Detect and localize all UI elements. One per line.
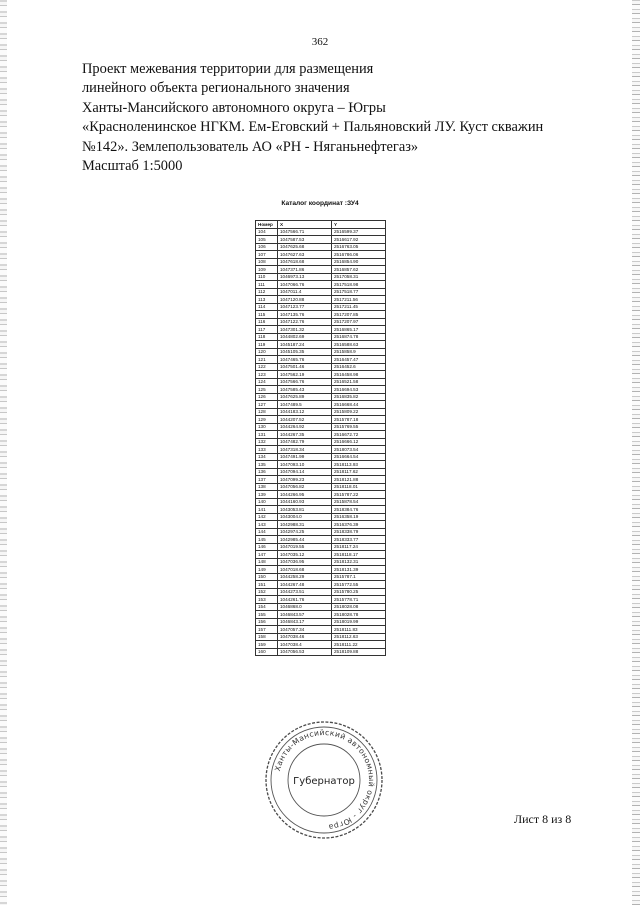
heading-line: Ханты-Мансийского автономного округа – Югры — [82, 99, 386, 116]
page-number: 362 — [311, 36, 329, 48]
cell-number: 151 — [256, 581, 278, 589]
cell-x: 1047135.76 — [278, 311, 332, 319]
cell-y: 2516763.05 — [332, 243, 386, 251]
cell-y: 2516664.54 — [332, 453, 386, 461]
table-row — [256, 393, 386, 401]
cell-number: 154 — [256, 603, 278, 611]
table-row — [256, 356, 386, 364]
scan-edge-right — [632, 0, 640, 905]
cell-x: 1047018.68 — [278, 566, 332, 574]
cell-x: 1044267.35 — [278, 431, 332, 439]
cell-y: 2515787.1 — [332, 573, 386, 581]
cell-y: 2518117.24 — [332, 543, 386, 551]
cell-number: 158 — [256, 633, 278, 641]
cell-y: 2518019.99 — [332, 618, 386, 626]
table-row — [256, 228, 386, 236]
table-row — [256, 618, 386, 626]
table-row — [256, 483, 386, 491]
cell-x: 1047625.89 — [278, 393, 332, 401]
cell-y: 2518109.88 — [332, 648, 386, 656]
cell-y: 2518073.54 — [332, 446, 386, 454]
table-row — [256, 243, 386, 251]
table-row — [256, 581, 386, 589]
cell-x: 1047566.71 — [278, 228, 332, 236]
table-row — [256, 566, 386, 574]
cell-x: 1042988.31 — [278, 521, 332, 529]
cell-x: 1044266.95 — [278, 491, 332, 499]
cell-number: 138 — [256, 483, 278, 491]
cell-number: 132 — [256, 438, 278, 446]
cell-number: 152 — [256, 588, 278, 596]
cell-number: 127 — [256, 401, 278, 409]
cell-y: 2518384.76 — [332, 506, 386, 514]
table-row — [256, 521, 386, 529]
cell-x: 1046868.0 — [278, 603, 332, 611]
cell-number: 136 — [256, 468, 278, 476]
cell-x: 1047566.76 — [278, 378, 332, 386]
table-row — [256, 528, 386, 536]
table-row — [256, 596, 386, 604]
cell-y: 2518028.78 — [332, 611, 386, 619]
cell-number: 111 — [256, 281, 278, 289]
cell-x: 1047489.5 — [278, 401, 332, 409]
cell-y: 2515769.55 — [332, 423, 386, 431]
seal-center-text: Губернатор — [293, 776, 355, 787]
cell-y: 2518338.79 — [332, 528, 386, 536]
cell-y: 2515778.71 — [332, 596, 386, 604]
cell-number: 134 — [256, 453, 278, 461]
governor-seal — [262, 718, 386, 842]
table-row — [256, 273, 386, 281]
cell-y: 2516458.98 — [332, 371, 386, 379]
table-row — [256, 543, 386, 551]
table-row — [256, 491, 386, 499]
cell-y: 2515772.55 — [332, 581, 386, 589]
cell-x: 1047122.76 — [278, 318, 332, 326]
table-row — [256, 513, 386, 521]
cell-y: 2515780.25 — [332, 588, 386, 596]
table-row — [256, 588, 386, 596]
cell-number: 123 — [256, 371, 278, 379]
cell-number: 156 — [256, 618, 278, 626]
cell-y: 2516457.47 — [332, 356, 386, 364]
column-header-x: X — [278, 221, 332, 229]
cell-x: 1047036.95 — [278, 558, 332, 566]
cell-x: 1044802.69 — [278, 333, 332, 341]
table-row — [256, 266, 386, 274]
cell-number: 140 — [256, 498, 278, 506]
cell-number: 121 — [256, 356, 278, 364]
cell-y: 2516521.58 — [332, 378, 386, 386]
sheet-label: Лист 8 из 8 — [514, 812, 572, 826]
cell-number: 160 — [256, 648, 278, 656]
cell-y: 2516786.06 — [332, 251, 386, 259]
cell-number: 147 — [256, 551, 278, 559]
cell-y: 2516694.53 — [332, 386, 386, 394]
cell-y: 2517518.77 — [332, 288, 386, 296]
table-row — [256, 326, 386, 334]
cell-x: 1047038.46 — [278, 633, 332, 641]
cell-y: 2517518.98 — [332, 281, 386, 289]
cell-y: 2518132.31 — [332, 558, 386, 566]
heading-line: Проект межевания территории для размещения — [82, 61, 374, 77]
table-row — [256, 333, 386, 341]
table-row — [256, 603, 386, 611]
table-row — [256, 558, 386, 566]
cell-x: 1047371.86 — [278, 266, 332, 274]
cell-y: 2515787.22 — [332, 491, 386, 499]
cell-y: 2516857.62 — [332, 266, 386, 274]
table-row — [256, 611, 386, 619]
table-row — [256, 258, 386, 266]
cell-number: 145 — [256, 536, 278, 544]
table-row — [256, 468, 386, 476]
table-row — [256, 641, 386, 649]
cell-number: 112 — [256, 288, 278, 296]
cell-number: 124 — [256, 378, 278, 386]
table-row — [256, 461, 386, 469]
cell-x: 1047627.63 — [278, 251, 332, 259]
cell-number: 135 — [256, 461, 278, 469]
cell-number: 105 — [256, 236, 278, 244]
cell-x: 1044264.92 — [278, 423, 332, 431]
cell-number: 113 — [256, 296, 278, 304]
cell-x: 1047301.32 — [278, 326, 332, 334]
table-row — [256, 498, 386, 506]
cell-y: 2517207.85 — [332, 311, 386, 319]
cell-number: 146 — [256, 543, 278, 551]
cell-y: 2516854.90 — [332, 258, 386, 266]
cell-number: 104 — [256, 228, 278, 236]
cell-number: 109 — [256, 266, 278, 274]
table-row — [256, 318, 386, 326]
cell-y: 2516376.39 — [332, 521, 386, 529]
cell-y: 2518112.63 — [332, 633, 386, 641]
table-row — [256, 378, 386, 386]
column-header-y: Y — [332, 221, 386, 229]
table-row — [256, 311, 386, 319]
cell-number: 116 — [256, 318, 278, 326]
cell-number: 128 — [256, 408, 278, 416]
column-header-number: Номер — [256, 221, 278, 229]
table-row — [256, 536, 386, 544]
cell-x: 1044258.29 — [278, 573, 332, 581]
cell-y: 2516865.17 — [332, 326, 386, 334]
table-row — [256, 453, 386, 461]
table-row — [256, 648, 386, 656]
cell-y: 2518333.77 — [332, 536, 386, 544]
cell-x: 1047035.12 — [278, 551, 332, 559]
table-row — [256, 416, 386, 424]
table-row — [256, 236, 386, 244]
cell-number: 125 — [256, 386, 278, 394]
cell-y: 2516874.78 — [332, 333, 386, 341]
cell-x: 1047491.99 — [278, 453, 332, 461]
cell-number: 129 — [256, 416, 278, 424]
cell-number: 107 — [256, 251, 278, 259]
cell-x: 1047011.4 — [278, 288, 332, 296]
table-row — [256, 633, 386, 641]
cell-y: 2515787.18 — [332, 416, 386, 424]
heading-line: линейного объекта регионального значения — [82, 80, 350, 97]
table-row — [256, 341, 386, 349]
cell-number: 157 — [256, 626, 278, 634]
cell-x: 1047585.43 — [278, 386, 332, 394]
cell-x: 1043053.81 — [278, 506, 332, 514]
cell-number: 120 — [256, 348, 278, 356]
cell-x: 1047019.55 — [278, 543, 332, 551]
table-header-row — [256, 221, 386, 229]
cell-x: 1047123.77 — [278, 303, 332, 311]
cell-number: 114 — [256, 303, 278, 311]
cell-x: 1047482.79 — [278, 438, 332, 446]
cell-x: 1044261.76 — [278, 596, 332, 604]
cell-x: 1044207.52 — [278, 416, 332, 424]
cell-x: 1047099.23 — [278, 476, 332, 484]
cell-number: 133 — [256, 446, 278, 454]
scan-edge-left — [0, 0, 7, 905]
cell-number: 106 — [256, 243, 278, 251]
table-row — [256, 423, 386, 431]
cell-x: 1047120.88 — [278, 296, 332, 304]
heading-line: «Красноленинское НГКМ. Ем-Еговский + Пальяновский ЛУ. Куст скважин — [82, 119, 544, 136]
cell-y: 2517211.56 — [332, 296, 386, 304]
table-row — [256, 288, 386, 296]
cell-y: 2518118.01 — [332, 483, 386, 491]
cell-number: 115 — [256, 311, 278, 319]
cell-number: 110 — [256, 273, 278, 281]
cell-x: 1047501.46 — [278, 363, 332, 371]
cell-number: 153 — [256, 596, 278, 604]
table-row — [256, 348, 386, 356]
cell-number: 108 — [256, 258, 278, 266]
cell-x: 1046843.17 — [278, 618, 332, 626]
document-heading — [82, 60, 602, 176]
cell-y: 2515878.54 — [332, 498, 386, 506]
cell-x: 1045187.24 — [278, 341, 332, 349]
cell-y: 2518111.83 — [332, 626, 386, 634]
cell-x: 1047066.76 — [278, 281, 332, 289]
cell-number: 137 — [256, 476, 278, 484]
cell-number: 148 — [256, 558, 278, 566]
heading-scale-line: Масштаб 1:5000 — [82, 158, 183, 175]
cell-y: 2515809.22 — [332, 408, 386, 416]
seal-ring-text: Ханты-Мансийский автономный округ - Югра — [272, 727, 377, 832]
cell-number: 122 — [256, 363, 278, 371]
cell-y: 2518118.17 — [332, 551, 386, 559]
table-row — [256, 626, 386, 634]
cell-x: 1047094.14 — [278, 468, 332, 476]
coordinates-table-body — [256, 228, 386, 656]
cell-x: 1042985.44 — [278, 536, 332, 544]
cell-y: 2516358.19 — [332, 513, 386, 521]
cell-x: 1047056.82 — [278, 483, 332, 491]
cell-y: 2517211.45 — [332, 303, 386, 311]
table-row — [256, 251, 386, 259]
table-row — [256, 401, 386, 409]
cell-x: 1042974.25 — [278, 528, 332, 536]
cell-y: 2518113.93 — [332, 461, 386, 469]
cell-y: 2518111.22 — [332, 641, 386, 649]
cell-y: 2517207.97 — [332, 318, 386, 326]
cell-y: 2516668.44 — [332, 401, 386, 409]
table-row — [256, 281, 386, 289]
cell-x: 1044183.12 — [278, 408, 332, 416]
catalog-title: Каталог координат :ЗУ4 — [281, 200, 359, 207]
cell-x: 1047587.53 — [278, 236, 332, 244]
cell-y: 2518028.08 — [332, 603, 386, 611]
table-row — [256, 551, 386, 559]
cell-x: 1044267.48 — [278, 581, 332, 589]
cell-number: 130 — [256, 423, 278, 431]
cell-x: 1046973.13 — [278, 273, 332, 281]
cell-x: 1045105.35 — [278, 348, 332, 356]
cell-y: 2516599.37 — [332, 228, 386, 236]
cell-x: 1047618.68 — [278, 258, 332, 266]
cell-x: 1047093.10 — [278, 461, 332, 469]
cell-x: 1047057.34 — [278, 626, 332, 634]
cell-number: 131 — [256, 431, 278, 439]
cell-number: 142 — [256, 513, 278, 521]
table-row — [256, 431, 386, 439]
cell-x: 1047465.76 — [278, 356, 332, 364]
cell-number: 150 — [256, 573, 278, 581]
cell-y: 2516452.6 — [332, 363, 386, 371]
cell-number: 155 — [256, 611, 278, 619]
table-row — [256, 506, 386, 514]
table-row — [256, 446, 386, 454]
heading-line: №142». Землепользователь АО «РН - Няганьнефтегаз» — [82, 138, 419, 155]
cell-number: 144 — [256, 528, 278, 536]
coordinates-table — [255, 220, 386, 656]
cell-y: 2516666.12 — [332, 438, 386, 446]
cell-y: 2518131.39 — [332, 566, 386, 574]
cell-number: 139 — [256, 491, 278, 499]
cell-y: 2517058.31 — [332, 273, 386, 281]
table-row — [256, 296, 386, 304]
cell-y: 2518121.88 — [332, 476, 386, 484]
cell-x: 1047056.53 — [278, 648, 332, 656]
cell-x: 1047318.34 — [278, 446, 332, 454]
cell-y: 2516835.82 — [332, 393, 386, 401]
cell-y: 2516672.72 — [332, 431, 386, 439]
cell-x: 1047562.19 — [278, 371, 332, 379]
table-row — [256, 476, 386, 484]
cell-x: 1044273.51 — [278, 588, 332, 596]
cell-number: 119 — [256, 341, 278, 349]
cell-x: 1046843.57 — [278, 611, 332, 619]
cell-x: 1043004.0 — [278, 513, 332, 521]
cell-number: 141 — [256, 506, 278, 514]
cell-x: 1047625.68 — [278, 243, 332, 251]
cell-number: 159 — [256, 641, 278, 649]
table-row — [256, 573, 386, 581]
table-row — [256, 408, 386, 416]
cell-number: 118 — [256, 333, 278, 341]
cell-number: 117 — [256, 326, 278, 334]
cell-number: 143 — [256, 521, 278, 529]
table-row — [256, 363, 386, 371]
cell-y: 2518117.62 — [332, 468, 386, 476]
cell-number: 149 — [256, 566, 278, 574]
table-row — [256, 303, 386, 311]
cell-x: 1047038.4 — [278, 641, 332, 649]
cell-y: 2515858.9 — [332, 348, 386, 356]
cell-number: 126 — [256, 393, 278, 401]
cell-y: 2516617.92 — [332, 236, 386, 244]
table-row — [256, 438, 386, 446]
table-row — [256, 386, 386, 394]
table-row — [256, 371, 386, 379]
cell-y: 2516588.63 — [332, 341, 386, 349]
cell-x: 1044160.93 — [278, 498, 332, 506]
